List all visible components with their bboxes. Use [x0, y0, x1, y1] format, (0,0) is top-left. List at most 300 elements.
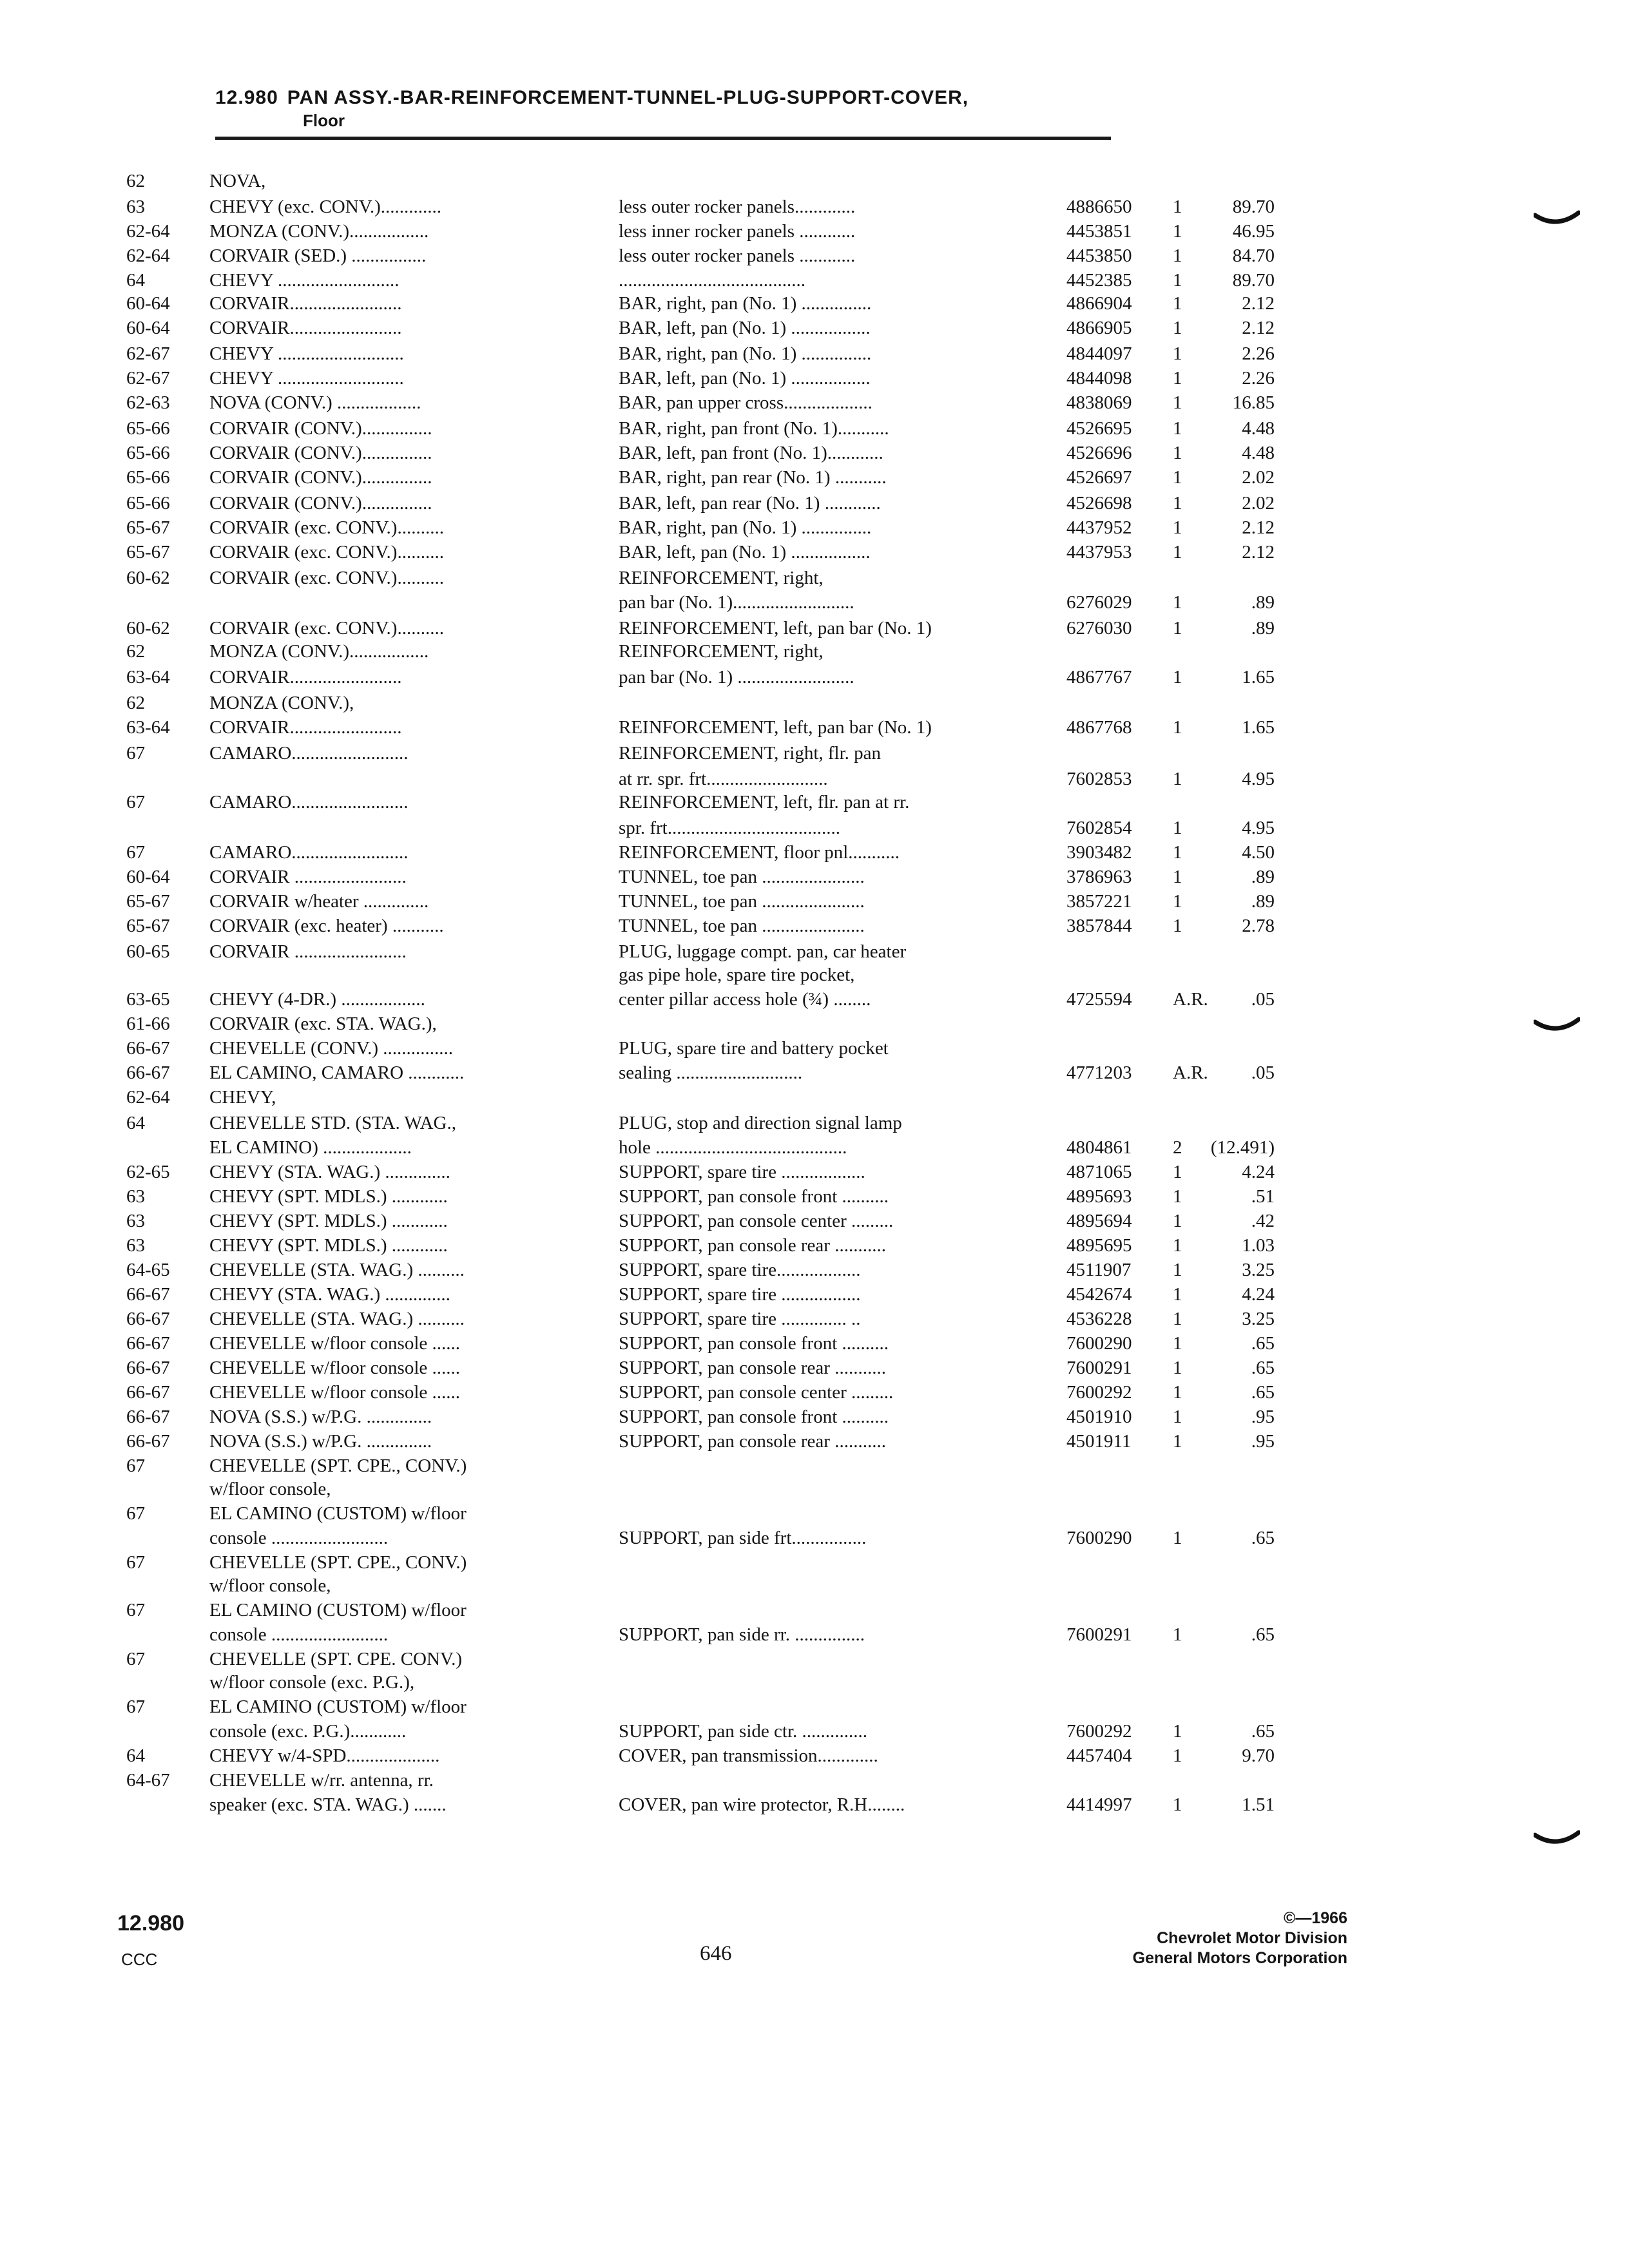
table-row	[0, 268, 1629, 293]
cell-year: 64	[126, 1113, 145, 1133]
table-row	[0, 816, 1629, 840]
cell-qty: 1	[1173, 916, 1182, 936]
table-row	[0, 1135, 1629, 1160]
table-row	[0, 1012, 1629, 1036]
cell-desc: less outer rocker panels.............	[619, 197, 856, 217]
cell-price: .65	[1251, 1721, 1275, 1742]
table-row	[0, 1282, 1629, 1307]
table-row	[0, 889, 1629, 914]
copyright-line: ©—1966	[1283, 1909, 1347, 1927]
cell-desc: sealing ...........................	[619, 1062, 803, 1083]
cell-part: 4414997	[1066, 1794, 1132, 1815]
cell-model: EL CAMINO (CUSTOM) w/floor	[209, 1696, 467, 1717]
cell-year: 62-64	[126, 221, 170, 242]
cell-model: w/floor console,	[209, 1479, 331, 1499]
cell-model: CAMARO.........................	[209, 792, 409, 812]
cell-qty: 1	[1173, 1260, 1182, 1280]
cell-qty: 1	[1173, 842, 1182, 863]
cell-part: 3903482	[1066, 842, 1132, 863]
cell-year: 62	[126, 693, 145, 713]
table-row	[0, 366, 1629, 390]
cell-desc: BAR, right, pan (No. 1) ...............	[619, 343, 872, 364]
table-row	[0, 1526, 1629, 1550]
cell-model: CHEVELLE (SPT. CPE. CONV.)	[209, 1649, 463, 1669]
cell-qty: 1	[1173, 493, 1182, 514]
cell-year: 63	[126, 1186, 145, 1207]
cell-model: CORVAIR ........................	[209, 867, 407, 887]
cell-year: 67	[126, 1456, 145, 1476]
cell-year: 63	[126, 197, 145, 217]
cell-qty: 1	[1173, 1358, 1182, 1378]
table-row	[0, 1477, 1629, 1501]
cell-year: 67	[126, 1696, 145, 1717]
cell-model: CHEVY ..........................	[209, 270, 400, 291]
table-row	[0, 1573, 1629, 1598]
cell-part: 4452385	[1066, 270, 1132, 291]
cell-price: 16.85	[1232, 392, 1275, 413]
cell-price: .95	[1251, 1407, 1275, 1427]
cell-desc: SUPPORT, pan side ctr. ..............	[619, 1721, 868, 1742]
cell-model: CHEVY (4-DR.) ..................	[209, 989, 425, 1010]
table-row	[0, 914, 1629, 938]
cell-price: 2.02	[1242, 493, 1275, 514]
cell-desc: gas pipe hole, spare tire pocket,	[619, 965, 855, 985]
cell-year: 62-64	[126, 1087, 170, 1108]
cell-price: .89	[1251, 891, 1275, 912]
cell-desc: SUPPORT, pan side frt................	[619, 1528, 867, 1548]
cell-price: .05	[1251, 989, 1275, 1010]
cell-price: 3.25	[1242, 1309, 1275, 1329]
cell-part: 4844097	[1066, 343, 1132, 364]
table-row	[0, 540, 1629, 564]
cell-price: .65	[1251, 1358, 1275, 1378]
cell-qty: 1	[1173, 517, 1182, 538]
cell-model: CHEVELLE (STA. WAG.) ..........	[209, 1260, 465, 1280]
cell-qty: 1	[1173, 1407, 1182, 1427]
cell-qty: 1	[1173, 769, 1182, 789]
table-row	[0, 1233, 1629, 1258]
table-row	[0, 244, 1629, 268]
cell-qty: 1	[1173, 1528, 1182, 1548]
cell-part: 4895695	[1066, 1235, 1132, 1256]
cell-part: 4725594	[1066, 989, 1132, 1010]
table-row	[0, 987, 1629, 1012]
cell-qty: 1	[1173, 197, 1182, 217]
cell-desc: SUPPORT, pan console center .........	[619, 1382, 894, 1403]
cell-model: NOVA (CONV.) ..................	[209, 392, 421, 413]
table-row	[0, 195, 1629, 219]
cell-model: w/floor console (exc. P.G.),	[209, 1672, 415, 1693]
cell-year: 63-64	[126, 667, 170, 687]
table-row	[0, 1111, 1629, 1135]
cell-part: 7600291	[1066, 1624, 1132, 1645]
cell-qty: 1	[1173, 1333, 1182, 1354]
cell-desc: TUNNEL, toe pan ......................	[619, 891, 865, 912]
cell-model: CHEVELLE (SPT. CPE., CONV.)	[209, 1552, 467, 1573]
cell-desc: COVER, pan wire protector, R.H........	[619, 1794, 905, 1815]
cell-year: 66-67	[126, 1431, 170, 1452]
table-row	[0, 390, 1629, 415]
cell-part: 4437952	[1066, 517, 1132, 538]
cell-year: 67	[126, 842, 145, 863]
cell-part: 6276029	[1066, 592, 1132, 613]
table-row	[0, 1454, 1629, 1478]
cell-desc: SUPPORT, spare tire..................	[619, 1260, 861, 1280]
cell-price: .42	[1251, 1211, 1275, 1231]
cell-price: 84.70	[1232, 245, 1275, 266]
table-row	[0, 741, 1629, 765]
cell-price: 89.70	[1232, 270, 1275, 291]
cell-price: 2.12	[1242, 318, 1275, 338]
cell-part: 4886650	[1066, 197, 1132, 217]
cell-model: CHEVY (STA. WAG.) ..............	[209, 1162, 450, 1182]
cell-year: 66-67	[126, 1038, 170, 1059]
cell-model: CORVAIR (exc. CONV.)..........	[209, 517, 444, 538]
table-row	[0, 1647, 1629, 1671]
cell-model: w/floor console,	[209, 1575, 331, 1596]
footer-book-code: CCC	[121, 1950, 158, 1969]
cell-part: 6276030	[1066, 618, 1132, 639]
cell-desc: BAR, left, pan front (No. 1)............	[619, 443, 883, 463]
cell-qty: 1	[1173, 1382, 1182, 1403]
cell-price: (12.491)	[1210, 1137, 1275, 1158]
cell-model: CORVAIR........................	[209, 293, 402, 314]
cell-model: CHEVY ...........................	[209, 368, 404, 389]
cell-qty: 1	[1173, 1745, 1182, 1766]
table-row	[0, 767, 1629, 791]
cell-price: 1.65	[1242, 667, 1275, 687]
cell-model: CHEVY (SPT. MDLS.) ............	[209, 1186, 448, 1207]
cell-year: 60-64	[126, 318, 170, 338]
cell-price: .89	[1251, 867, 1275, 887]
header-title: PAN ASSY.-BAR-REINFORCEMENT-TUNNEL-PLUG-SUPPORT-COVER,	[287, 87, 969, 108]
cell-part: 4895693	[1066, 1186, 1132, 1207]
cell-desc: BAR, pan upper cross...................	[619, 392, 872, 413]
cell-year: 67	[126, 792, 145, 812]
table-row	[0, 1184, 1629, 1209]
cell-qty: 1	[1173, 618, 1182, 639]
cell-model: console .........................	[209, 1528, 389, 1548]
table-row	[0, 715, 1629, 740]
cell-model: NOVA,	[209, 171, 266, 191]
cell-qty: 1	[1173, 368, 1182, 389]
cell-price: .89	[1251, 618, 1275, 639]
cell-price: .05	[1251, 1062, 1275, 1083]
table-row	[0, 441, 1629, 465]
cell-desc: REINFORCEMENT, floor pnl...........	[619, 842, 900, 863]
table-row	[0, 1160, 1629, 1184]
cell-price: .51	[1251, 1186, 1275, 1207]
cell-year: 62-64	[126, 245, 170, 266]
cell-desc: BAR, right, pan front (No. 1)...........	[619, 418, 889, 439]
cell-desc: center pillar access hole (¾) ........	[619, 989, 871, 1010]
cell-desc: SUPPORT, pan console front ..........	[619, 1186, 889, 1207]
cell-year: 62-65	[126, 1162, 170, 1182]
table-row	[0, 169, 1629, 193]
table-row	[0, 1792, 1629, 1817]
cell-year: 65-66	[126, 443, 170, 463]
cell-desc: PLUG, stop and direction signal lamp	[619, 1113, 902, 1133]
cell-model: CORVAIR (CONV.)...............	[209, 493, 432, 514]
table-row	[0, 1695, 1629, 1719]
cell-model: CORVAIR (exc. CONV.)..........	[209, 618, 444, 639]
cell-year: 67	[126, 1503, 145, 1524]
table-row	[0, 1036, 1629, 1061]
page-number: 646	[700, 1942, 732, 1965]
cell-year: 66-67	[126, 1062, 170, 1083]
cell-part: 4866905	[1066, 318, 1132, 338]
table-row	[0, 1405, 1629, 1429]
cell-desc: SUPPORT, pan console rear ...........	[619, 1358, 886, 1378]
cell-year: 62-67	[126, 343, 170, 364]
cell-model: speaker (exc. STA. WAG.) .......	[209, 1794, 447, 1815]
cell-qty: 1	[1173, 1186, 1182, 1207]
cell-year: 60-65	[126, 941, 170, 962]
table-row	[0, 1085, 1629, 1110]
cell-model: CHEVY,	[209, 1087, 276, 1108]
table-row	[0, 416, 1629, 441]
table-row	[0, 1550, 1629, 1575]
cell-desc: BAR, right, pan rear (No. 1) ...........	[619, 467, 887, 488]
cell-price: 4.95	[1242, 818, 1275, 838]
cell-part: 3857844	[1066, 916, 1132, 936]
cell-qty: 1	[1173, 293, 1182, 314]
cell-model: CORVAIR (exc. heater) ...........	[209, 916, 444, 936]
table-row	[0, 1744, 1629, 1768]
cell-part: 4453850	[1066, 245, 1132, 266]
cell-part: 4526695	[1066, 418, 1132, 439]
cell-part: 7602854	[1066, 818, 1132, 838]
cell-year: 62	[126, 171, 145, 191]
cell-desc: BAR, right, pan (No. 1) ...............	[619, 517, 872, 538]
table-row	[0, 1209, 1629, 1233]
cell-model: CORVAIR........................	[209, 717, 402, 738]
cell-qty: 1	[1173, 1162, 1182, 1182]
cell-desc: BAR, left, pan rear (No. 1) ............	[619, 493, 881, 514]
cell-qty: 1	[1173, 1431, 1182, 1452]
cell-year: 60-64	[126, 867, 170, 887]
cell-qty: 2	[1173, 1137, 1182, 1158]
table-row	[0, 465, 1629, 490]
cell-price: 89.70	[1232, 197, 1275, 217]
table-row	[0, 219, 1629, 244]
cell-desc: PLUG, spare tire and battery pocket	[619, 1038, 889, 1059]
cell-part: 4895694	[1066, 1211, 1132, 1231]
cell-year: 66-67	[126, 1407, 170, 1427]
cell-model: NOVA (S.S.) w/P.G. ..............	[209, 1431, 432, 1452]
table-row	[0, 939, 1629, 964]
footer-section-code: 12.980	[117, 1911, 184, 1936]
cell-year: 65-67	[126, 891, 170, 912]
table-row	[0, 616, 1629, 640]
cell-price: 4.50	[1242, 842, 1275, 863]
cell-year: 65-67	[126, 517, 170, 538]
cell-qty: 1	[1173, 1284, 1182, 1305]
table-row	[0, 865, 1629, 889]
cell-year: 64	[126, 270, 145, 291]
cell-qty: 1	[1173, 443, 1182, 463]
cell-desc: SUPPORT, pan console front ..........	[619, 1333, 889, 1354]
table-row	[0, 1598, 1629, 1622]
cell-desc: REINFORCEMENT, right,	[619, 641, 824, 662]
cell-price: .65	[1251, 1624, 1275, 1645]
cell-year: 66-67	[126, 1358, 170, 1378]
cell-model: CAMARO.........................	[209, 842, 409, 863]
table-row	[0, 1380, 1629, 1405]
cell-desc: TUNNEL, toe pan ......................	[619, 867, 865, 887]
cell-price: 4.95	[1242, 769, 1275, 789]
cell-qty: 1	[1173, 1211, 1182, 1231]
cell-part: 4866904	[1066, 293, 1132, 314]
table-row	[0, 790, 1629, 814]
table-row	[0, 341, 1629, 366]
cell-desc: REINFORCEMENT, right,	[619, 568, 824, 588]
cell-qty: 1	[1173, 818, 1182, 838]
cell-qty: 1	[1173, 542, 1182, 562]
cell-qty: 1	[1173, 867, 1182, 887]
cell-model: CHEVY (SPT. MDLS.) ............	[209, 1211, 448, 1231]
cell-price: 4.24	[1242, 1162, 1275, 1182]
cell-desc: SUPPORT, pan side rr. ...............	[619, 1624, 865, 1645]
cell-year: 67	[126, 1552, 145, 1573]
cell-price: 1.03	[1242, 1235, 1275, 1256]
cell-part: 4804861	[1066, 1137, 1132, 1158]
cell-qty: 1	[1173, 467, 1182, 488]
table-row	[0, 590, 1629, 615]
cell-price: .89	[1251, 592, 1275, 613]
cell-model: CHEVELLE (SPT. CPE., CONV.)	[209, 1456, 467, 1476]
cell-part: 4871065	[1066, 1162, 1132, 1182]
cell-desc: less inner rocker panels ............	[619, 221, 856, 242]
cell-price: 4.48	[1242, 418, 1275, 439]
cell-price: 4.24	[1242, 1284, 1275, 1305]
cell-price: .65	[1251, 1382, 1275, 1403]
cell-qty: A.R.	[1173, 1062, 1208, 1083]
cell-desc: SUPPORT, pan console center .........	[619, 1211, 894, 1231]
cell-model: EL CAMINO (CUSTOM) w/floor	[209, 1600, 467, 1620]
cell-desc: REINFORCEMENT, right, flr. pan	[619, 743, 882, 764]
table-row	[0, 1768, 1629, 1792]
cell-desc: REINFORCEMENT, left, flr. pan at rr.	[619, 792, 910, 812]
table-row	[0, 1429, 1629, 1454]
cell-year: 61-66	[126, 1014, 170, 1034]
table-row	[0, 1356, 1629, 1380]
cell-desc: hole .........................................	[619, 1137, 847, 1158]
cell-year: 63	[126, 1211, 145, 1231]
cell-desc: SUPPORT, spare tire .............. ..	[619, 1309, 861, 1329]
cell-model: CHEVY ...........................	[209, 343, 404, 364]
cell-model: CHEVY (STA. WAG.) ..............	[209, 1284, 450, 1305]
cell-year: 66-67	[126, 1333, 170, 1354]
cell-price: 3.25	[1242, 1260, 1275, 1280]
cell-model: MONZA (CONV.).................	[209, 221, 429, 242]
cell-year: 60-62	[126, 618, 170, 639]
table-row	[0, 1258, 1629, 1282]
cell-desc: PLUG, luggage compt. pan, car heater	[619, 941, 907, 962]
cell-year: 64-65	[126, 1260, 170, 1280]
cell-year: 62	[126, 641, 145, 662]
cell-model: EL CAMINO (CUSTOM) w/floor	[209, 1503, 467, 1524]
cell-model: CHEVELLE STD. (STA. WAG.,	[209, 1113, 456, 1133]
cell-price: 1.65	[1242, 717, 1275, 738]
table-row	[0, 1622, 1629, 1647]
cell-model: CHEVELLE (CONV.) ...............	[209, 1038, 454, 1059]
cell-part: 4511907	[1066, 1260, 1132, 1280]
binder-mark	[1534, 1017, 1580, 1032]
cell-model: CHEVELLE w/floor console ......	[209, 1358, 461, 1378]
table-row	[0, 566, 1629, 590]
cell-model: CORVAIR ........................	[209, 941, 407, 962]
cell-desc: TUNNEL, toe pan ......................	[619, 916, 865, 936]
copyright-line: Chevrolet Motor Division	[1157, 1929, 1347, 1947]
copyright-block	[1133, 1908, 1347, 1968]
cell-part: 4526697	[1066, 467, 1132, 488]
table-row	[0, 963, 1629, 987]
cell-desc: BAR, right, pan (No. 1) ...............	[619, 293, 872, 314]
table-row	[0, 1331, 1629, 1356]
cell-year: 65-66	[126, 467, 170, 488]
cell-price: 2.12	[1242, 293, 1275, 314]
cell-part: 4501910	[1066, 1407, 1132, 1427]
cell-part: 7600290	[1066, 1528, 1132, 1548]
cell-part: 7600292	[1066, 1382, 1132, 1403]
cell-price: .95	[1251, 1431, 1275, 1452]
header-section-number: 12.980	[215, 87, 278, 108]
cell-desc: pan bar (No. 1) .........................	[619, 667, 854, 687]
table-row	[0, 840, 1629, 865]
table-row	[0, 1670, 1629, 1695]
table-row	[0, 515, 1629, 540]
cell-model: CHEVELLE w/rr. antenna, rr.	[209, 1770, 434, 1791]
cell-part: 4457404	[1066, 1745, 1132, 1766]
copyright-line: General Motors Corporation	[1132, 1949, 1347, 1967]
cell-price: 9.70	[1242, 1745, 1275, 1766]
cell-year: 60-64	[126, 293, 170, 314]
cell-year: 63-65	[126, 989, 170, 1010]
cell-desc: BAR, left, pan (No. 1) .................	[619, 542, 871, 562]
cell-qty: 1	[1173, 1721, 1182, 1742]
cell-part: 4526696	[1066, 443, 1132, 463]
cell-model: CHEVELLE w/floor console ......	[209, 1382, 461, 1403]
cell-qty: 1	[1173, 343, 1182, 364]
cell-year: 66-67	[126, 1284, 170, 1305]
cell-year: 66-67	[126, 1309, 170, 1329]
cell-model: console (exc. P.G.)............	[209, 1721, 407, 1742]
cell-part: 4867768	[1066, 717, 1132, 738]
cell-part: 3786963	[1066, 867, 1132, 887]
cell-model: CHEVY (SPT. MDLS.) ............	[209, 1235, 448, 1256]
cell-qty: A.R.	[1173, 989, 1208, 1010]
cell-part: 7600291	[1066, 1358, 1132, 1378]
cell-part: 4844098	[1066, 368, 1132, 389]
cell-part: 7600290	[1066, 1333, 1132, 1354]
table-row	[0, 1307, 1629, 1331]
cell-price: 2.26	[1242, 368, 1275, 389]
cell-model: CORVAIR (CONV.)...............	[209, 467, 432, 488]
table-row	[0, 491, 1629, 515]
cell-price: 2.02	[1242, 467, 1275, 488]
cell-model: CORVAIR (SED.) ................	[209, 245, 427, 266]
cell-desc: BAR, left, pan (No. 1) .................	[619, 368, 871, 389]
cell-year: 63-64	[126, 717, 170, 738]
table-row	[0, 1501, 1629, 1526]
cell-year: 62-67	[126, 368, 170, 389]
cell-model: CAMARO.........................	[209, 743, 409, 764]
cell-model: CORVAIR (exc. CONV.)..........	[209, 542, 444, 562]
cell-part: 4542674	[1066, 1284, 1132, 1305]
table-row	[0, 665, 1629, 689]
cell-model: CHEVELLE w/floor console ......	[209, 1333, 461, 1354]
